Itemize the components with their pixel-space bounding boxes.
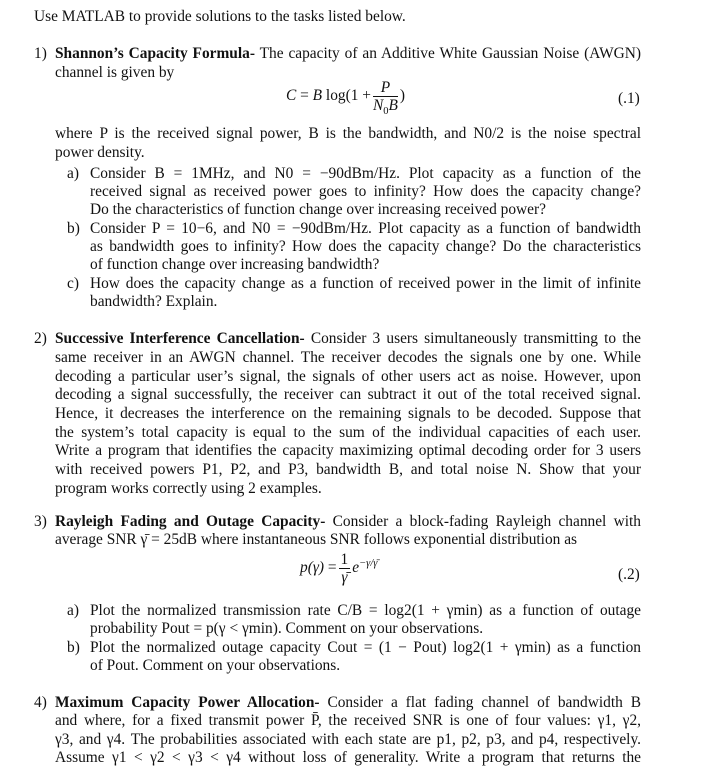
intro-text: Use MATLAB to provide solutions to the tasks listed below. <box>34 8 406 25</box>
task1-b-line1: Consider P = 10−6, and N0 = −90dBm/Hz. Plot capacity as a function of bandwidth <box>90 220 641 237</box>
task1-c-line1: How does the capacity change as a function of received power in the limit of infinite <box>90 275 641 292</box>
task3-number: 3) <box>34 513 47 530</box>
task3-line2: average SNR γ̄ = 25dB where instantaneous SNR follows exponential distribution as <box>55 531 578 548</box>
task3-a-line2: probability Pout = p(γ < γmin). Comment on your observations. <box>90 620 484 637</box>
task3-b-label: b) <box>67 639 80 656</box>
task1-b-label: b) <box>67 220 80 237</box>
equation-label-2: (.2) <box>618 566 640 583</box>
task1-a-label: a) <box>67 165 79 182</box>
task4-line4: Assume γ1 < γ2 < γ3 < γ4 without loss of generality. Write a program that returns the <box>55 749 641 766</box>
task3-line1 <box>55 512 641 531</box>
task3-b-line2: of Pout. Comment on your observations. <box>90 657 341 674</box>
task2-line: decoding a signal successfully, the receiver can subtract it out of the total received signal. <box>55 386 641 403</box>
task1-b-line3: of function change over increasing bandwidth? <box>90 256 380 273</box>
task2-line: Hence, it decreases the interference on the remaining signals to be decoded. Suppose that <box>55 405 641 422</box>
task2-line: with received powers P1, P2, and P3, bandwidth B, and total noise N. Show that your <box>55 461 641 478</box>
task2-title: Successive Interference Cancellation- <box>55 330 305 347</box>
task2-number: 2) <box>34 330 47 347</box>
task4-line1 <box>55 693 641 712</box>
task4-line2: and where, for a fixed transmit power P̄, the received SNR is one of four values: γ1, γ2, <box>55 712 641 729</box>
task1-b-line2: as bandwidth goes to infinity? How does the capacity change? Do the characteristics <box>90 238 641 255</box>
task3-b-line1: Plot the normalized outage capacity Cout = (1 − Pout) log2(1 + γmin) as a function <box>90 639 641 656</box>
task1-c-line2: bandwidth? Explain. <box>90 293 218 310</box>
task3-line1-rest: Consider a block-fading Rayleigh channel with <box>325 513 641 530</box>
task1-line1-rest: The capacity of an Additive White Gaussian Noise (AWGN) <box>254 45 642 62</box>
task3-title: Rayleigh Fading and Outage Capacity- <box>55 513 326 530</box>
task2-line: the system’s total capacity is equal to the sum of the individual capacities of each user. <box>55 424 641 441</box>
task4-title: Maximum Capacity Power Allocation- <box>55 694 320 711</box>
pdf-equation: p(γ) = $\frac{1}{\gammā}$ $e^{-\gamma/\gammā}$ <box>300 551 378 586</box>
task1-after1: where P is the received signal power, B is the bandwidth, and N0/2 is the noise spectral <box>55 125 641 142</box>
task2-line: Write a program that identifies the capacity maximizing optimal decoding order for 3 users <box>55 442 641 459</box>
task1-c-label: c) <box>67 275 79 292</box>
task2-line1-rest: Consider 3 users simultaneously transmitting to the <box>304 330 641 347</box>
task1-line2: channel is given by <box>55 64 175 81</box>
task1-line1 <box>55 44 641 63</box>
task4-line3: γ3, and γ4. The probabilities associated with each state are p1, p2, p3, and p4, respectively. <box>55 731 641 748</box>
task1-a-line2: received signal as received power goes to infinity? How does the capacity change? <box>90 183 641 200</box>
task2-line1 <box>55 329 641 348</box>
task1-a-line1: Consider B = 1MHz, and N0 = −90dBm/Hz. Plot capacity as a function of the <box>90 165 641 182</box>
task4-number: 4) <box>34 694 47 711</box>
equation-label-1: (.1) <box>618 90 640 107</box>
task3-a-line1: Plot the normalized transmission rate C/B = log2(1 + γmin) as a function of outage <box>90 602 641 619</box>
task4-line1-rest: Consider a flat fading channel of bandwidth B <box>319 694 641 711</box>
task1-a-line3: Do the characteristics of function change over increasing received power? <box>90 201 546 218</box>
task2-line: same receiver in an AWGN channel. The receiver decodes the signals one by one. While <box>55 349 641 366</box>
task2-line: decoding a particular user’s signal, the signals of other users act as noise. However, upon <box>55 368 641 385</box>
task3-a-label: a) <box>67 602 79 619</box>
task1-title: Shannon’s Capacity Formula- <box>55 45 255 62</box>
task2-line: program works correctly using 2 examples. <box>55 480 322 497</box>
capacity-equation: C = B log(1 + $\frac{P}{N_0B}$ ) <box>286 79 405 118</box>
task1-after2: power density. <box>55 144 145 161</box>
task1-number: 1) <box>34 45 47 62</box>
